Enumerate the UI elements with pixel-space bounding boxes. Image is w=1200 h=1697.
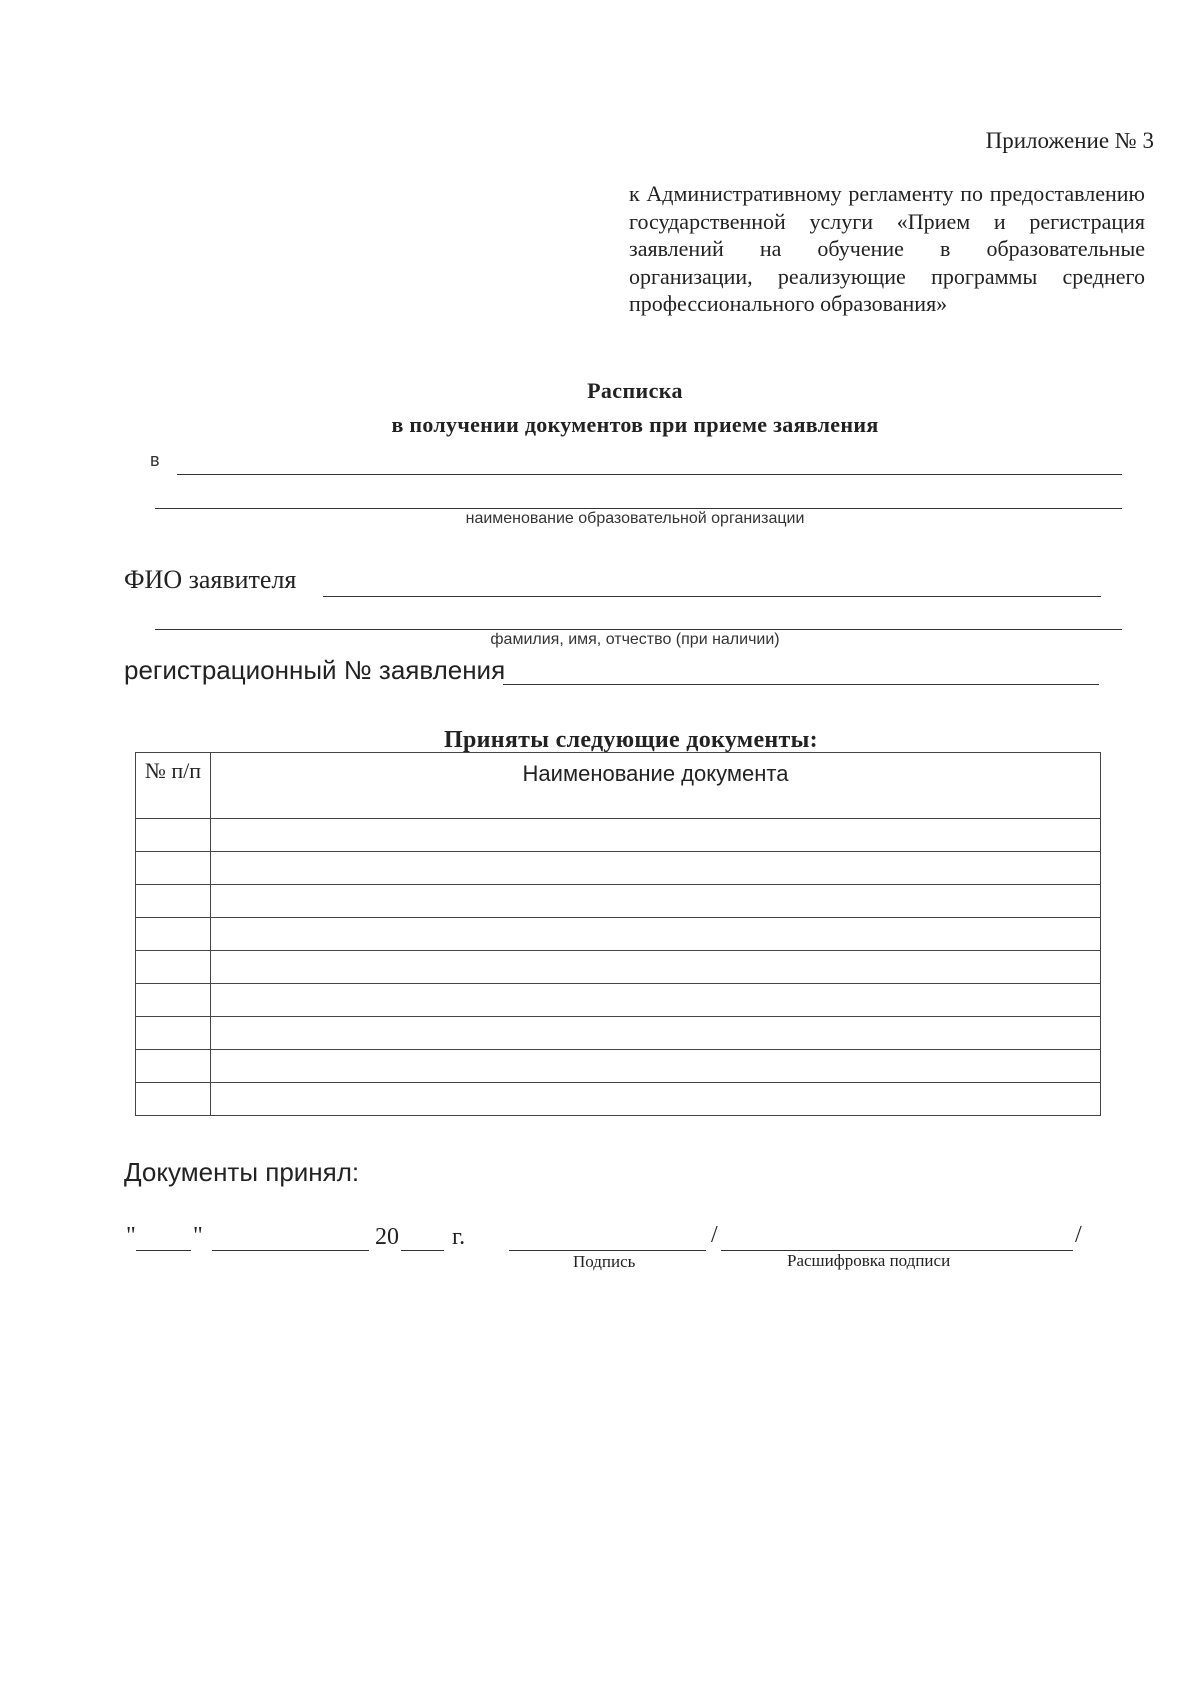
applicant-label: ФИО заявителя (124, 565, 297, 594)
table-row (136, 984, 1101, 1017)
organization-line-2[interactable] (155, 508, 1122, 509)
table-row (136, 1050, 1101, 1083)
date-quote-open: " (126, 1223, 136, 1249)
document-name-cell[interactable] (211, 951, 1101, 984)
applicant-caption: фамилия, имя, отчество (при наличии) (490, 631, 780, 648)
table-row (136, 819, 1101, 852)
column-header-number: № п/п (136, 753, 211, 819)
signature-slash-left: / (711, 1222, 718, 1248)
receipt-title: Расписка (587, 378, 683, 403)
appendix-reference-text: к Административному регламенту по предоставлению государственной услуги «Прием и регистрация заявлений на обучение в образовательные организации, реализующие программы среднего профессионального образования» (629, 181, 1145, 316)
row-number-cell[interactable] (136, 984, 211, 1017)
registration-number-label: регистрационный № заявления (124, 655, 506, 685)
row-number-cell[interactable] (136, 1050, 211, 1083)
signature-caption: Подпись (573, 1252, 636, 1271)
documents-heading: Приняты следующие документы: (444, 727, 818, 753)
table-row (136, 885, 1101, 918)
table-header-row (136, 753, 1101, 819)
document-name-cell[interactable] (211, 918, 1101, 951)
row-number-cell[interactable] (136, 1017, 211, 1050)
document-name-cell[interactable] (211, 1017, 1101, 1050)
organization-line-1[interactable] (177, 474, 1122, 475)
document-name-cell[interactable] (211, 885, 1101, 918)
document-name-cell[interactable] (211, 1050, 1101, 1083)
table-row (136, 918, 1101, 951)
appendix-number: Приложение № 3 (985, 128, 1154, 153)
signature-slash-right: / (1075, 1222, 1082, 1248)
table-row (136, 951, 1101, 984)
applicant-line-1[interactable] (323, 596, 1101, 597)
row-number-cell[interactable] (136, 1083, 211, 1116)
receipt-subtitle: в получении документов при приеме заявления (391, 412, 879, 437)
row-number-cell[interactable] (136, 918, 211, 951)
date-month-line[interactable] (212, 1250, 369, 1251)
table-row (136, 852, 1101, 885)
organization-caption: наименование образовательной организации (465, 510, 805, 527)
row-number-cell[interactable] (136, 852, 211, 885)
table-row (136, 1017, 1101, 1050)
row-number-cell[interactable] (136, 885, 211, 918)
documents-table (135, 752, 1101, 1116)
date-year-line[interactable] (401, 1250, 444, 1251)
date-day-line[interactable] (136, 1250, 191, 1251)
date-year-suffix: г. (452, 1224, 466, 1250)
applicant-line-2[interactable] (155, 629, 1122, 630)
document-name-cell[interactable] (211, 1083, 1101, 1116)
row-number-cell[interactable] (136, 819, 211, 852)
document-name-cell[interactable] (211, 852, 1101, 885)
documents-accepted-label: Документы принял: (124, 1157, 360, 1187)
table-row (136, 1083, 1101, 1116)
signature-line[interactable] (509, 1250, 706, 1251)
organization-prefix: в (150, 450, 160, 470)
document-name-cell[interactable] (211, 819, 1101, 852)
row-number-cell[interactable] (136, 951, 211, 984)
date-year-prefix: 20 (375, 1224, 399, 1250)
document-name-cell[interactable] (211, 984, 1101, 1017)
date-quote-close: " (193, 1223, 203, 1249)
registration-number-line[interactable] (503, 684, 1099, 685)
signature-decode-caption: Расшифровка подписи (787, 1251, 951, 1270)
column-header-document-name: Наименование документа (211, 753, 1101, 819)
